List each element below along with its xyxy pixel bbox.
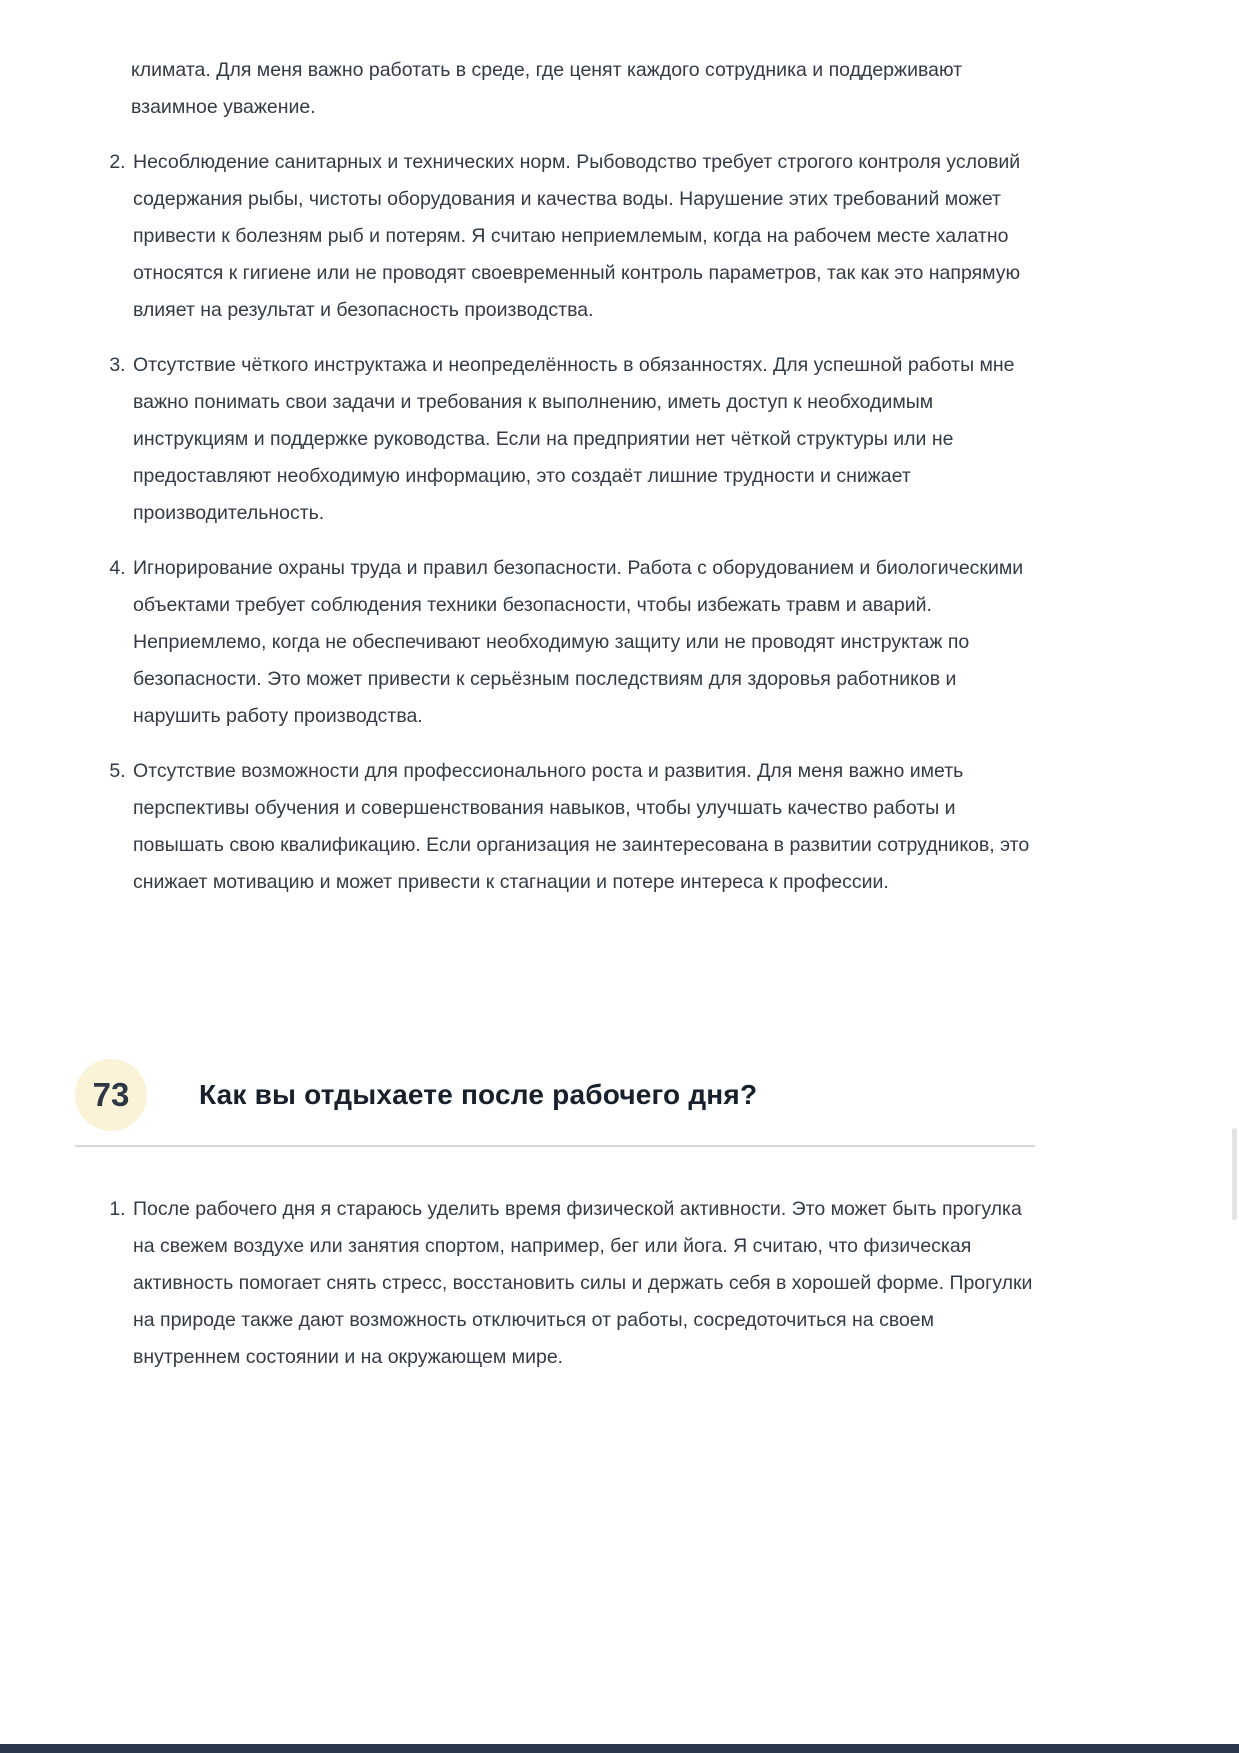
list-item: 2. Несоблюдение санитарных и технических норм. Рыбоводство требует строгого контроля условий содержания рыбы, чистоты оборудования и качества воды. Нарушение этих требований может привести к болезням рыб и потерям. Я считаю неприемлемым, когда на рабочем месте халатно относятся к гигиене или не проводят своевременный контроль параметров, так как это напрямую влияет на результат и безопасность производства. xyxy=(131,144,1035,329)
answers-list-previous xyxy=(107,144,1035,901)
list-item: 5. Отсутствие возможности для профессионального роста и развития. Для меня важно иметь перспективы обучения и совершенствования навыков, чтобы улучшать качество работы и повышать свою квалификацию. Если организация не заинтересована в развитии сотрудников, это снижает мотивацию и может привести к стагнации и потере интереса к профессии. xyxy=(131,753,1035,901)
question-header xyxy=(75,1059,1035,1131)
section-divider xyxy=(75,1145,1035,1147)
question-title: Как вы отдыхаете после рабочего дня? xyxy=(199,1079,758,1110)
page-bottom-bar xyxy=(0,1744,1239,1753)
scrollbar-thumb[interactable] xyxy=(1232,1128,1237,1220)
list-item: 3. Отсутствие чёткого инструктажа и неопределённость в обязанностях. Для успешной работы мне важно понимать свои задачи и требования к выполнению, иметь доступ к необходимым инструкциям и поддержке руководства. Если на предприятии нет чёткой структуры или не предоставляют необходимую информацию, это создаёт лишние трудности и снижает производительность. xyxy=(131,347,1035,532)
question-section xyxy=(75,1059,1035,1147)
paragraph-continuation: климата. Для меня важно работать в среде, где ценят каждого сотрудника и поддерживают взаимное уважение. xyxy=(131,59,963,118)
list-item: 1. После рабочего дня я стараюсь уделить время физической активности. Это может быть прогулка на свежем воздухе или занятия спортом, например, бег или йога. Я считаю, что физическая активность помогает снять стресс, восстановить силы и держать себя в хорошей форме. Прогулки на природе также дают возможность отключиться от работы, сосредоточиться на своем внутреннем состоянии и на окружающем мире. xyxy=(131,1191,1035,1376)
list-item: 4. Игнорирование охраны труда и правил безопасности. Работа с оборудованием и биологическими объектами требует соблюдения техники безопасности, чтобы избежать травм и аварий. Неприемлемо, когда не обеспечивают необходимую защиту или не проводят инструктаж по безопасности. Это может привести к серьёзным последствиям для здоровья работников и нарушить работу производства. xyxy=(131,550,1035,735)
question-number-badge xyxy=(75,1059,147,1131)
question-number: 73 xyxy=(92,1076,130,1113)
answers-list-current xyxy=(107,1191,1035,1376)
